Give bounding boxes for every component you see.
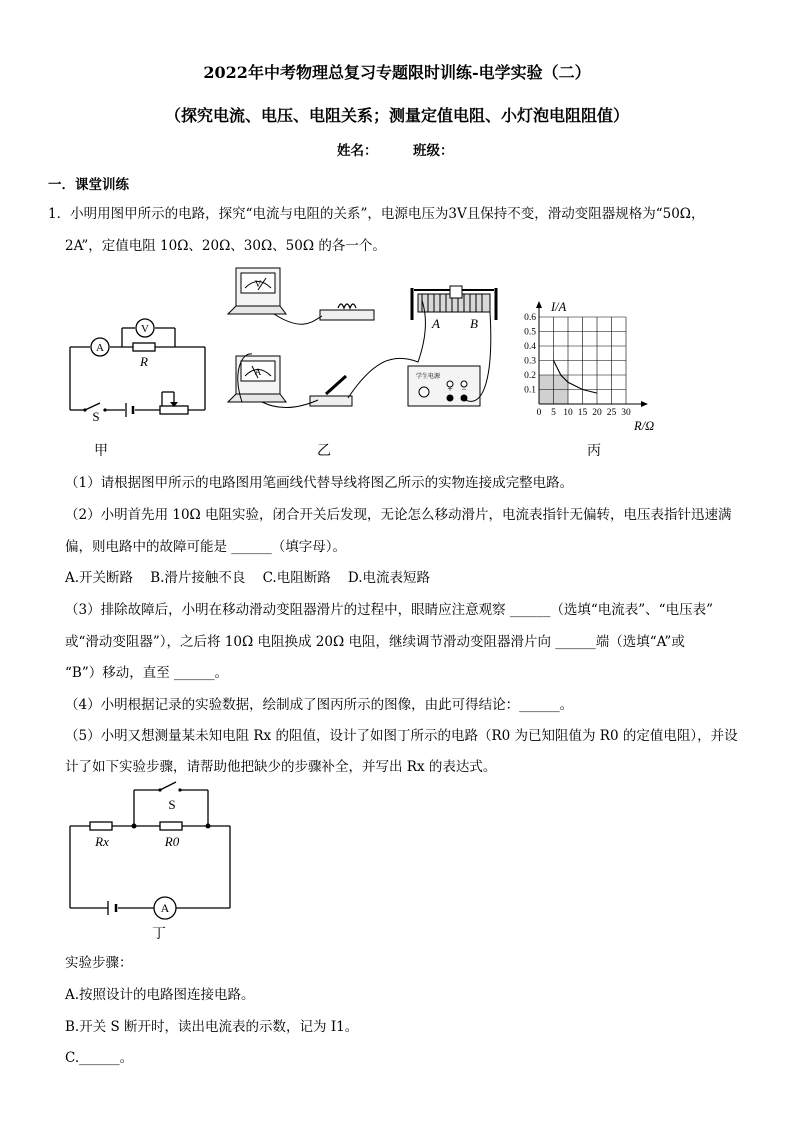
x-tick-label: 5 — [551, 408, 556, 418]
part3-line1: （3）排除故障后，小明在移动滑动变阻器滑片的过程中，眼睛应注意观察 ______（选填“电流表”、“电压表” — [65, 602, 713, 618]
name-label: 姓名： — [337, 143, 378, 159]
steps-heading: 实验步骤： — [65, 955, 133, 971]
x-axis-label: R/Ω — [634, 419, 655, 433]
jia-switch-label: S — [92, 409, 100, 424]
r0-resistor-icon — [160, 822, 182, 830]
ding-rx-label: Rx — [95, 834, 109, 849]
ding-ammeter-label: A — [160, 901, 170, 915]
page-title: 2022年中考物理总复习专题限时训练-电学实验（二） — [203, 63, 591, 82]
question-stem-line1: 1．小明用图甲所示的电路，探究“电流与电阻的关系”，电源电压为3V且保持不变，滑动变阻器规格为“50Ω， — [48, 206, 705, 222]
figure-bing-chart — [515, 300, 675, 435]
step-c: C.______。 — [65, 1050, 134, 1066]
y-tick-label: 0.3 — [524, 356, 536, 367]
x-tick-label: 20 — [592, 408, 602, 418]
figure-bing-caption: 丙 — [587, 443, 601, 459]
y-tick-label: 0.6 — [524, 313, 536, 323]
figure-ding-circuit — [60, 778, 240, 938]
part3-line3: “B”）移动，直至 ______。 — [65, 665, 229, 681]
jia-resistor-label: R — [140, 354, 148, 369]
y-axis-arrow — [536, 301, 542, 308]
rheostat-label-a: A — [432, 316, 440, 331]
figure-yi-caption: 乙 — [317, 443, 331, 459]
resistor-icon — [133, 343, 155, 351]
class-label: 班级： — [413, 143, 454, 159]
y-tick-label: 0.1 — [524, 385, 536, 396]
part5-line2: 计了如下实验步骤，请帮助他把缺少的步骤补全，并写出 Rx 的表达式。 — [65, 759, 497, 775]
figure-ding-caption: 丁 — [152, 926, 166, 942]
ding-switch-label: S — [168, 797, 176, 812]
yi-ammeter-label: A — [254, 367, 262, 377]
x-tick-label: 15 — [577, 408, 588, 418]
power-minus-label: − — [461, 384, 467, 394]
jia-ammeter-label: A — [96, 342, 104, 354]
coil-icon — [338, 304, 356, 308]
part4-text: （4）小明根据记录的实验数据，绘制成了图丙所示的图像，由此可得结论：______。 — [65, 697, 574, 713]
part3-line2: 或“滑动变阻器”），之后将 10Ω 电阻换成 20Ω 电阻，继续调节滑动变阻器滑片向 ______端（选填“A”或 — [65, 634, 685, 650]
y-tick-label: 0.4 — [524, 342, 536, 352]
part5-line1: （5）小明又想测量某未知电阻 Rx 的阻值，设计了如图丁所示的电路（R0 为已知阻值为 R0 的定值电阻），并设 — [65, 728, 738, 744]
page-subtitle: （探究电流、电压、电阻关系；测量定值电阻、小灯泡电阻阻值） — [164, 106, 629, 125]
figure-jia-circuit — [60, 310, 220, 424]
part2-line1: （2）小明首先用 10Ω 电阻实验，闭合开关后发现，无论怎么移动滑片，电流表指针无偏转，电压表指针迅速满 — [65, 507, 732, 523]
question-stem-line2: 2A”，定值电阻 10Ω、20Ω、30Ω、50Ω 的各一个。 — [65, 238, 386, 254]
x-tick-label: 25 — [606, 408, 617, 418]
x-axis-arrow — [641, 401, 648, 407]
y-tick-label: 0.2 — [524, 371, 536, 381]
rx-resistor-icon — [90, 822, 112, 830]
y-tick-label: 0.5 — [524, 327, 536, 338]
power-plus-label: + — [447, 384, 453, 394]
figure-yi-apparatus — [222, 262, 512, 422]
yi-voltmeter-label: V — [254, 279, 262, 289]
step-b: B.开关 S 断开时，读出电流表的示数，记为 I1。 — [65, 1019, 359, 1035]
y-axis-label: I/A — [551, 300, 567, 314]
part1-text: （1）请根据图甲所示的电路图用笔画线代替导线将图乙所示的实物连接成完整电路。 — [65, 475, 574, 491]
power-supply-label: 学生电源 — [415, 374, 441, 380]
ding-r0-label: R0 — [164, 834, 180, 849]
part2-options: A.开关断路 B.滑片接触不良 C.电阻断路 D.电流表短路 — [65, 570, 431, 586]
step-a: A.按照设计的电路图连接电路。 — [65, 987, 255, 1003]
part2-line2: 偏，则电路中的故障可能是 ______（填字母）。 — [65, 539, 347, 555]
power-supply-icon — [408, 366, 480, 406]
rheostat-label-b: B — [470, 316, 478, 331]
section-heading: 一．课堂训练 — [48, 177, 129, 193]
rheostat-icon — [160, 406, 188, 414]
figure-jia-caption: 甲 — [94, 443, 108, 459]
x-tick-label: 0 — [536, 408, 542, 418]
x-tick-label: 10 — [563, 408, 573, 418]
x-tick-label: 30 — [621, 408, 631, 418]
jia-voltmeter-label: V — [141, 323, 149, 335]
